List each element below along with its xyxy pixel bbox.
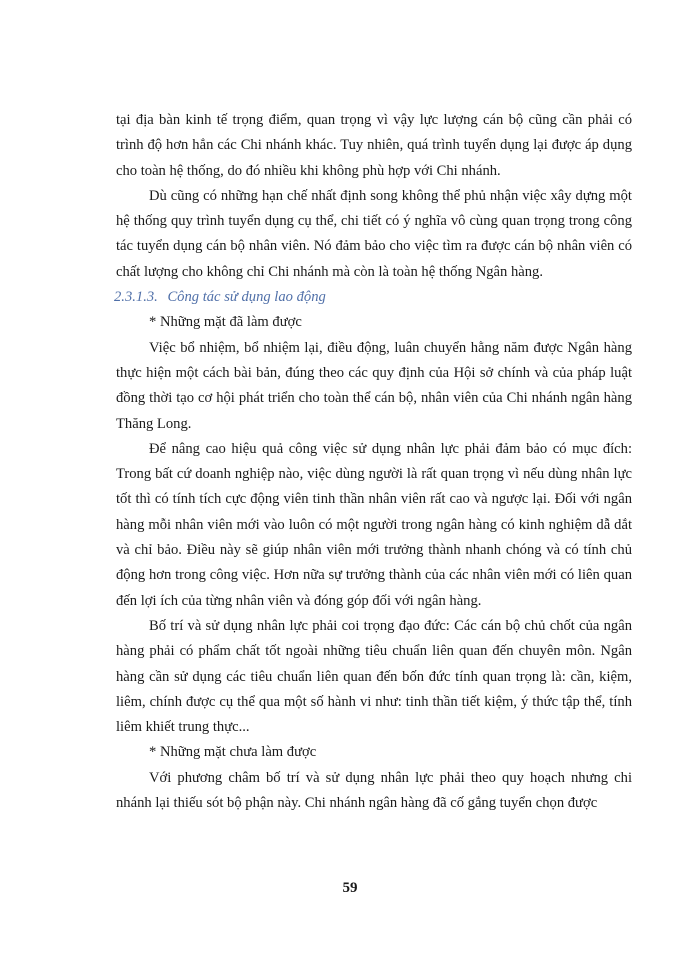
paragraph-appointment: Việc bổ nhiệm, bổ nhiệm lại, điều động, luân chuyển hằng năm được Ngân hàng thực hiện một cách bài bản, đúng theo các quy định của Hội sở chính và của pháp luật đồng thời tạo cơ hội phát triển cho toàn thể cán bộ, nhân viên của Chi nhánh ngân hàng Thăng Long.	[116, 339, 632, 432]
page-body	[116, 108, 632, 816]
section-heading-number: 2.3.1.3.	[114, 289, 158, 306]
paragraph-efficiency: Để nâng cao hiệu quả công việc sử dụng nhân lực phải đảm bảo có mục đích: Trong bất cứ doanh nghiệp nào, việc dùng người là rất quan trọng vì nếu dùng nhân lực tốt thì có tính tích cực động viên tinh thần nhân viên rất cao và ngược lại. Đối với ngân hàng mỗi nhân viên mới vào luôn có một người trong ngân hàng có kinh nghiệm dẫ dắt và chỉ bảo. Điều này sẽ giúp nhân viên mới trưởng thành nhanh chóng và có tính chủ động hơn trong công việc. Hơn nữa sự trưởng thành của các nhân viên mới có liên quan đến lợi ích của từng nhân viên và đóng góp đối với ngân hàng.	[116, 440, 632, 609]
paragraph-planning: Với phương châm bố trí và sử dụng nhân lực phải theo quy hoạch nhưng chi nhánh lại thiếu sót bộ phận này. Chi nhánh ngân hàng đã cố gắng tuyển chọn được	[116, 769, 632, 812]
paragraph-recruitment-summary: Dù cũng có những hạn chế nhất định song không thể phủ nhận việc xây dựng một hệ thống quy trình tuyển dụng cụ thể, chi tiết có ý nghĩa vô cùng quan trọng trong công tác tuyển dụng cán bộ nhân viên. Nó đảm bảo cho việc tìm ra được cán bộ nhân viên có chất lượng cho không chỉ Chi nhánh mà còn là toàn hệ thống Ngân hàng.	[116, 187, 632, 280]
section-heading	[114, 285, 632, 310]
section-heading-title: Công tác sử dụng lao động	[167, 289, 326, 306]
paragraph-continuation: tại địa bàn kinh tế trọng điểm, quan trọng vì vậy lực lượng cán bộ cũng cần phải có trình độ hơn hẳn các Chi nhánh khác. Tuy nhiên, quá trình tuyển dụng lại được áp dụng cho toàn hệ thống, do đó nhiều khi không phù hợp với Chi nhánh.	[116, 112, 632, 179]
paragraph-ethics: Bố trí và sử dụng nhân lực phải coi trọng đạo đức: Các cán bộ chủ chốt của ngân hàng phải có phẩm chất tốt ngoài những tiêu chuẩn liên quan đến chuyên môn. Ngân hàng cần sử dụng các tiêu chuẩn liên quan đến bốn đức tính quan trọng là: cần, kiệm, liêm, chính được cụ thể qua một số hành vi như: tinh thần tiết kiệm, ý thức tập thể, tính liêm khiết trung thực...	[116, 617, 632, 736]
subheading-shortcomings: * Những mặt chưa làm được	[149, 744, 317, 761]
page-number: 59	[342, 880, 358, 896]
subheading-achievements: * Những mặt đã làm được	[149, 314, 302, 331]
